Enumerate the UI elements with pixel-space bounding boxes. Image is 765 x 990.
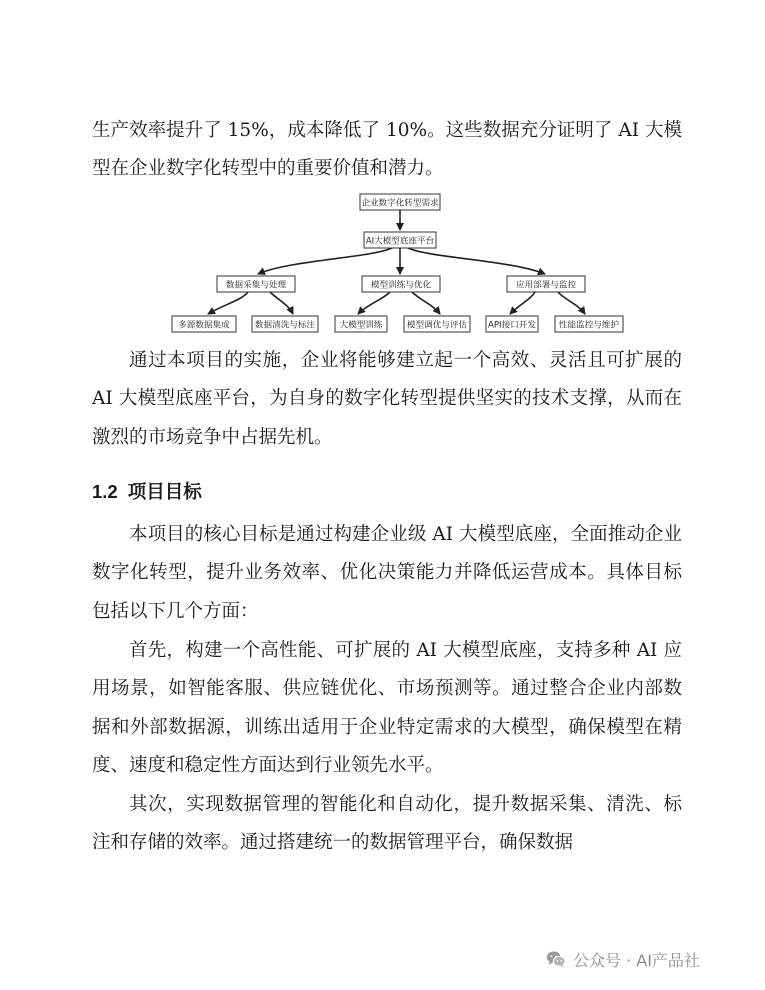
svg-text:数据采集与处理: 数据采集与处理 [225, 280, 287, 291]
diagram-node-branch-1-child-1 [172, 316, 236, 332]
svg-text:大模型训练: 大模型训练 [339, 320, 383, 331]
link-branch-1-child-2 [270, 292, 293, 314]
link-branch-3-child-2 [558, 292, 585, 314]
link-platform-branch-1 [258, 248, 392, 274]
link-branch-2-child-1 [358, 292, 390, 314]
link-branch-3-child-1 [510, 292, 535, 314]
paragraph-goal-intro: 本项目的核心目标是通过构建企业级 AI 大模型底座，全面推动企业数字化转型，提升业务效率、优化决策能力并降低运营成本。具体目标包括以下几个方面： [92, 524, 682, 622]
svg-text:应用部署与监控: 应用部署与监控 [515, 280, 577, 291]
link-branch-2-child-2 [412, 292, 440, 314]
wechat-icon [545, 948, 567, 970]
diagram-node-branch-2-child-1 [335, 316, 387, 332]
paragraph-implementation: 通过本项目的实施，企业将能够建立起一个高效、灵活且可扩展的 AI 大模型底座平台，为自身的数字化转型提供坚实的技术支撑，从而在激烈的市场竞争中占据先机。 [92, 350, 682, 448]
section-title: 项目目标 [127, 481, 202, 502]
svg-text:数据清洗与标注: 数据清洗与标注 [254, 320, 316, 331]
paragraph-goal-first: 首先，构建一个高性能、可扩展的 AI 大模型底座，支持多种 AI 应用场景，如智能客服、供应链优化、市场预测等。通过整合企业内部数据和外部数据源，训练出适用于企业特定需求的大模型，确保模型在精度、速度和稳定性方面达到行业领先水平。 [92, 640, 682, 777]
diagram-node-branch-1-child-2 [252, 316, 318, 332]
flowchart-diagram [170, 188, 630, 338]
svg-text:模型调优与评估: 模型调优与评估 [406, 320, 468, 331]
diagram-node-branch-3-child-2 [555, 316, 623, 332]
diagram-node-root [360, 194, 440, 210]
svg-text:多源数据集成: 多源数据集成 [178, 320, 230, 331]
diagram-node-platform [364, 232, 436, 248]
diagram-node-branch-2 [362, 276, 440, 292]
link-platform-branch-3 [408, 248, 545, 274]
paragraph-intro-continued: 生产效率提升了 15%，成本降低了 10%。这些数据充分证明了 AI 大模型在企业数字化转型中的重要价值和潜力。 [92, 120, 682, 180]
svg-text:企业数字化转型需求: 企业数字化转型需求 [361, 198, 439, 209]
svg-text:模型训练与优化: 模型训练与优化 [370, 280, 432, 291]
paragraph-goal-second: 其次，实现数据管理的智能化和自动化，提升数据采集、清洗、标注和存储的效率。通过搭建统一的数据管理平台，确保数据 [92, 794, 682, 854]
svg-text:API接口开发: API接口开发 [488, 320, 536, 331]
link-branch-1-child-1 [208, 292, 248, 314]
diagram-node-branch-1 [217, 276, 295, 292]
svg-text:AI大模型底座平台: AI大模型底座平台 [365, 236, 435, 247]
diagram-node-branch-2-child-2 [404, 316, 470, 332]
section-heading [92, 474, 202, 510]
diagram-node-branch-3-child-1 [486, 316, 538, 332]
watermark-text: 公众号 · AI产品社 [573, 950, 700, 970]
section-number: 1.2 [92, 481, 118, 502]
diagram-node-branch-3 [507, 276, 585, 292]
watermark [545, 946, 700, 972]
svg-text:性能监控与维护: 性能监控与维护 [558, 320, 620, 331]
